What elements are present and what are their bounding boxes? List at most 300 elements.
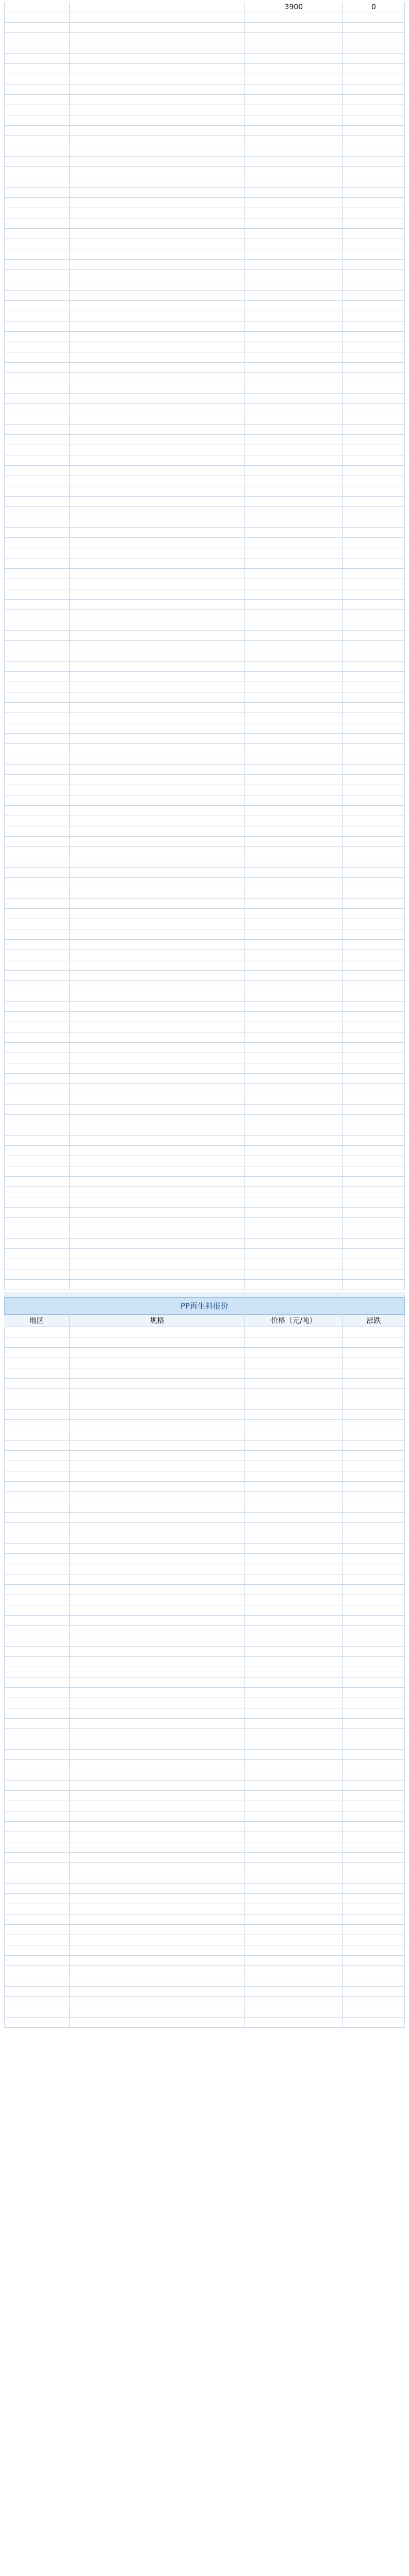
change-cell bbox=[342, 425, 405, 435]
table-row bbox=[4, 280, 405, 291]
change-cell: 0 bbox=[342, 2, 405, 12]
price-cell bbox=[244, 1513, 342, 1523]
table-row bbox=[4, 517, 405, 528]
table-row bbox=[4, 435, 405, 445]
table-row bbox=[4, 878, 405, 888]
table-row bbox=[4, 229, 405, 239]
change-cell bbox=[342, 1564, 405, 1574]
table-row bbox=[4, 826, 405, 837]
change-cell bbox=[342, 12, 405, 23]
price-cell bbox=[244, 703, 342, 713]
table-row bbox=[4, 486, 405, 497]
change-cell bbox=[342, 1719, 405, 1729]
price-cell bbox=[244, 126, 342, 136]
price-cell bbox=[244, 1945, 342, 1956]
price-cell bbox=[244, 1585, 342, 1595]
spec-cell bbox=[69, 497, 244, 507]
table-row bbox=[4, 940, 405, 950]
price-cell bbox=[244, 1358, 342, 1368]
price-cell bbox=[244, 847, 342, 857]
change-cell bbox=[342, 579, 405, 589]
spec-cell bbox=[69, 600, 244, 610]
spec-cell bbox=[69, 703, 244, 713]
change-cell bbox=[342, 2018, 405, 2028]
price-cell bbox=[244, 1801, 342, 1811]
price-cell bbox=[244, 734, 342, 744]
table-row bbox=[4, 332, 405, 342]
change-cell bbox=[342, 857, 405, 868]
table-row bbox=[4, 1832, 405, 1842]
table-row bbox=[4, 1115, 405, 1125]
change-cell bbox=[342, 1461, 405, 1471]
change-cell bbox=[342, 1894, 405, 1904]
spec-cell bbox=[69, 260, 244, 270]
table-row bbox=[4, 95, 405, 105]
table-row bbox=[4, 1420, 405, 1430]
region-divider bbox=[4, 2027, 69, 2028]
price-cell bbox=[244, 136, 342, 146]
spec-cell bbox=[69, 1348, 244, 1358]
spec-cell bbox=[69, 1125, 244, 1136]
change-cell bbox=[342, 1791, 405, 1801]
table-row bbox=[4, 1605, 405, 1616]
spec-cell bbox=[69, 1053, 244, 1063]
change-cell bbox=[342, 662, 405, 672]
change-cell bbox=[342, 126, 405, 136]
spec-cell bbox=[69, 1853, 244, 1863]
change-cell bbox=[342, 1914, 405, 1925]
table-row bbox=[4, 1904, 405, 1914]
price-cell bbox=[244, 1904, 342, 1914]
table-row bbox=[4, 1966, 405, 1976]
spec-cell bbox=[69, 692, 244, 703]
spec-cell bbox=[69, 445, 244, 455]
table-row bbox=[4, 1218, 405, 1228]
change-cell bbox=[342, 909, 405, 919]
spec-cell bbox=[69, 23, 244, 33]
change-cell bbox=[342, 1811, 405, 1822]
spec-cell bbox=[69, 1379, 244, 1389]
price-cell bbox=[244, 1430, 342, 1440]
spec-cell bbox=[69, 1502, 244, 1513]
price-cell bbox=[244, 1228, 342, 1239]
spec-cell bbox=[69, 1471, 244, 1482]
table-row bbox=[4, 1997, 405, 2007]
change-cell bbox=[342, 507, 405, 517]
price-cell bbox=[244, 1156, 342, 1166]
change-cell bbox=[342, 610, 405, 620]
change-cell bbox=[342, 167, 405, 177]
change-cell bbox=[342, 1750, 405, 1760]
spec-cell bbox=[69, 1084, 244, 1094]
table-row bbox=[4, 270, 405, 280]
spec-cell bbox=[69, 1523, 244, 1533]
table-row bbox=[4, 1379, 405, 1389]
change-cell bbox=[342, 445, 405, 455]
change-cell bbox=[342, 950, 405, 960]
spec-cell bbox=[69, 1177, 244, 1187]
price-cell bbox=[244, 1544, 342, 1554]
price-cell bbox=[244, 2018, 342, 2028]
price-cell bbox=[244, 1853, 342, 1863]
spec-cell bbox=[69, 1239, 244, 1249]
table-row bbox=[4, 569, 405, 579]
spec-cell bbox=[69, 229, 244, 239]
table-row bbox=[4, 342, 405, 352]
table-row bbox=[4, 146, 405, 157]
spec-cell bbox=[69, 754, 244, 765]
price-cell bbox=[244, 672, 342, 682]
change-cell bbox=[342, 1935, 405, 1945]
spec-cell bbox=[69, 1616, 244, 1626]
table-row bbox=[4, 455, 405, 466]
price-cell bbox=[244, 1966, 342, 1976]
price-cell bbox=[244, 1249, 342, 1259]
spec-cell bbox=[69, 1925, 244, 1935]
spec-cell bbox=[69, 1513, 244, 1523]
price-cell bbox=[244, 1987, 342, 1997]
spec-cell bbox=[69, 960, 244, 971]
change-cell bbox=[342, 723, 405, 734]
spec-cell bbox=[69, 1832, 244, 1842]
change-cell bbox=[342, 795, 405, 806]
spec-cell bbox=[69, 682, 244, 692]
table-row bbox=[4, 218, 405, 229]
change-cell bbox=[342, 249, 405, 260]
spec-cell bbox=[69, 569, 244, 579]
change-cell bbox=[342, 1853, 405, 1863]
spec-cell bbox=[69, 1492, 244, 1502]
table-row bbox=[4, 1781, 405, 1791]
spec-cell bbox=[69, 1636, 244, 1647]
spec-cell bbox=[69, 126, 244, 136]
price-cell bbox=[244, 682, 342, 692]
change-cell bbox=[342, 620, 405, 631]
table-row bbox=[4, 260, 405, 270]
table-row bbox=[4, 723, 405, 734]
change-cell bbox=[342, 1523, 405, 1533]
price-cell bbox=[244, 795, 342, 806]
table-row bbox=[4, 1616, 405, 1626]
spec-cell bbox=[69, 528, 244, 538]
table-row bbox=[4, 1002, 405, 1012]
change-cell bbox=[342, 888, 405, 899]
change-cell bbox=[342, 1002, 405, 1012]
spec-cell bbox=[69, 1115, 244, 1125]
change-cell bbox=[342, 1032, 405, 1043]
spec-cell bbox=[69, 1208, 244, 1218]
price-cell bbox=[244, 1894, 342, 1904]
price-cell bbox=[244, 311, 342, 321]
table-row bbox=[4, 1894, 405, 1904]
price-cell bbox=[244, 589, 342, 600]
price-cell bbox=[244, 909, 342, 919]
spec-cell bbox=[69, 1863, 244, 1873]
spec-cell bbox=[69, 950, 244, 960]
spec-cell bbox=[69, 1430, 244, 1440]
spec-cell bbox=[69, 270, 244, 280]
spec-cell bbox=[69, 919, 244, 929]
change-cell bbox=[342, 1348, 405, 1358]
spec-cell bbox=[69, 631, 244, 641]
price-cell bbox=[244, 960, 342, 971]
table-row bbox=[4, 425, 405, 435]
price-cell bbox=[244, 497, 342, 507]
table-row bbox=[4, 1461, 405, 1471]
price-cell bbox=[244, 1605, 342, 1616]
change-cell bbox=[342, 1842, 405, 1853]
price-cell bbox=[244, 394, 342, 404]
change-cell bbox=[342, 538, 405, 548]
table-row bbox=[4, 857, 405, 868]
spec-cell bbox=[69, 1595, 244, 1605]
spec-cell bbox=[69, 1337, 244, 1348]
price-cell bbox=[244, 1259, 342, 1269]
change-cell bbox=[342, 1698, 405, 1708]
change-cell bbox=[342, 1616, 405, 1626]
change-cell bbox=[342, 1554, 405, 1564]
price-cell bbox=[244, 445, 342, 455]
change-cell bbox=[342, 23, 405, 33]
spec-cell bbox=[69, 486, 244, 497]
table-row bbox=[4, 641, 405, 651]
change-cell bbox=[342, 383, 405, 394]
spec-cell bbox=[69, 775, 244, 785]
change-cell bbox=[342, 291, 405, 301]
table-row bbox=[4, 1440, 405, 1451]
spec-cell bbox=[69, 795, 244, 806]
table-row bbox=[4, 373, 405, 383]
change-cell bbox=[342, 198, 405, 208]
spec-cell bbox=[69, 1197, 244, 1208]
spec-cell bbox=[69, 1677, 244, 1688]
table-row bbox=[4, 703, 405, 713]
price-cell bbox=[244, 291, 342, 301]
table-row bbox=[4, 775, 405, 785]
spec-cell bbox=[69, 208, 244, 218]
change-cell bbox=[342, 1259, 405, 1269]
spec-cell bbox=[69, 1461, 244, 1471]
price-cell bbox=[244, 1022, 342, 1032]
price-cell bbox=[244, 373, 342, 383]
price-cell bbox=[244, 1997, 342, 2007]
spec-cell bbox=[69, 291, 244, 301]
table-row bbox=[4, 1410, 405, 1420]
table-row bbox=[4, 74, 405, 84]
spec-cell bbox=[69, 1166, 244, 1177]
spec-cell bbox=[69, 1914, 244, 1925]
price-cell bbox=[244, 1471, 342, 1482]
spec-cell bbox=[69, 1873, 244, 1884]
price-cell bbox=[244, 1136, 342, 1146]
change-cell bbox=[342, 301, 405, 311]
price-cell bbox=[244, 157, 342, 167]
price-cell bbox=[244, 43, 342, 54]
spec-cell bbox=[69, 363, 244, 373]
spec-cell bbox=[69, 280, 244, 291]
spec-cell bbox=[69, 1482, 244, 1492]
spec-cell bbox=[69, 1667, 244, 1677]
table-row bbox=[4, 1280, 405, 1290]
spec-cell bbox=[69, 84, 244, 95]
change-cell bbox=[342, 414, 405, 425]
table-row bbox=[4, 1239, 405, 1249]
change-cell bbox=[342, 600, 405, 610]
table-row bbox=[4, 497, 405, 507]
spec-cell bbox=[69, 249, 244, 260]
change-cell bbox=[342, 1884, 405, 1894]
table-row bbox=[4, 981, 405, 991]
table-row bbox=[4, 1585, 405, 1595]
spec-cell bbox=[69, 1022, 244, 1032]
change-cell bbox=[342, 33, 405, 43]
table-row bbox=[4, 1863, 405, 1873]
change-cell bbox=[342, 1482, 405, 1492]
spec-cell bbox=[69, 105, 244, 115]
change-cell bbox=[342, 105, 405, 115]
spec-cell bbox=[69, 146, 244, 157]
spec-cell bbox=[69, 352, 244, 363]
change-cell bbox=[342, 1451, 405, 1461]
price-cell bbox=[244, 548, 342, 558]
price-cell bbox=[244, 466, 342, 476]
table-row bbox=[4, 2, 405, 12]
price-cell bbox=[244, 713, 342, 723]
table-row bbox=[4, 64, 405, 74]
price-cell bbox=[244, 837, 342, 847]
price-cell bbox=[244, 1647, 342, 1657]
price-cell bbox=[244, 1105, 342, 1115]
price-cell bbox=[244, 1791, 342, 1801]
table-row bbox=[4, 1564, 405, 1574]
change-cell bbox=[342, 157, 405, 167]
price-cell bbox=[244, 744, 342, 754]
change-cell bbox=[342, 1873, 405, 1884]
change-cell bbox=[342, 1084, 405, 1094]
header-change: 涨跌 bbox=[342, 1315, 405, 1327]
table-row bbox=[4, 1987, 405, 1997]
change-cell bbox=[342, 218, 405, 229]
change-cell bbox=[342, 1636, 405, 1647]
change-cell bbox=[342, 1781, 405, 1791]
price-cell bbox=[244, 857, 342, 868]
spec-cell bbox=[69, 940, 244, 950]
table-row bbox=[4, 1156, 405, 1166]
price-cell bbox=[244, 1084, 342, 1094]
change-cell bbox=[342, 146, 405, 157]
spec-cell bbox=[69, 33, 244, 43]
price-cell bbox=[244, 569, 342, 579]
table-row bbox=[4, 1492, 405, 1502]
spec-cell bbox=[69, 1389, 244, 1399]
change-cell bbox=[342, 569, 405, 579]
price-cell bbox=[244, 1482, 342, 1492]
spec-cell bbox=[69, 1249, 244, 1259]
spec-cell bbox=[69, 1063, 244, 1074]
table-row bbox=[4, 1595, 405, 1605]
table-row bbox=[4, 1471, 405, 1482]
table-row bbox=[4, 837, 405, 847]
table-row bbox=[4, 1657, 405, 1667]
change-cell bbox=[342, 919, 405, 929]
price-cell bbox=[244, 1863, 342, 1873]
change-cell bbox=[342, 1239, 405, 1249]
price-cell bbox=[244, 971, 342, 981]
table-row bbox=[4, 1084, 405, 1094]
spec-cell bbox=[69, 177, 244, 188]
price-cell bbox=[244, 1739, 342, 1750]
change-cell bbox=[342, 177, 405, 188]
spec-cell bbox=[69, 321, 244, 332]
change-cell bbox=[342, 868, 405, 878]
spec-cell bbox=[69, 74, 244, 84]
table-row bbox=[4, 1884, 405, 1894]
spec-cell bbox=[69, 878, 244, 888]
spec-cell bbox=[69, 373, 244, 383]
change-cell bbox=[342, 713, 405, 723]
change-cell bbox=[342, 878, 405, 888]
table-row bbox=[4, 198, 405, 208]
table-row bbox=[4, 177, 405, 188]
price-cell bbox=[244, 1239, 342, 1249]
spec-cell bbox=[69, 1657, 244, 1667]
table-row bbox=[4, 1750, 405, 1760]
change-cell bbox=[342, 1187, 405, 1197]
change-cell bbox=[342, 960, 405, 971]
table-row bbox=[4, 1136, 405, 1146]
price-cell bbox=[244, 878, 342, 888]
spec-cell bbox=[69, 1585, 244, 1595]
price-cell bbox=[244, 785, 342, 795]
price-cell bbox=[244, 1074, 342, 1084]
price-cell bbox=[244, 105, 342, 115]
spec-cell bbox=[69, 1032, 244, 1043]
spec-cell bbox=[69, 558, 244, 569]
table-row bbox=[4, 466, 405, 476]
spec-cell bbox=[69, 785, 244, 795]
price-cell bbox=[244, 1976, 342, 1987]
change-cell bbox=[342, 692, 405, 703]
spec-cell bbox=[69, 1770, 244, 1781]
price-cell bbox=[244, 631, 342, 641]
price-cell bbox=[244, 1115, 342, 1125]
table-row bbox=[4, 672, 405, 682]
price-cell bbox=[244, 270, 342, 280]
price-cell bbox=[244, 1708, 342, 1719]
spec-cell bbox=[69, 1729, 244, 1739]
change-cell bbox=[342, 1739, 405, 1750]
price-cell bbox=[244, 332, 342, 342]
change-cell bbox=[342, 332, 405, 342]
spec-cell bbox=[69, 1760, 244, 1770]
change-cell bbox=[342, 64, 405, 74]
price-cell bbox=[244, 1146, 342, 1156]
spec-cell bbox=[69, 1043, 244, 1053]
price-cell bbox=[244, 1269, 342, 1280]
price-cell bbox=[244, 806, 342, 816]
table-row bbox=[4, 1012, 405, 1022]
change-cell bbox=[342, 754, 405, 765]
spec-cell bbox=[69, 188, 244, 198]
change-cell bbox=[342, 229, 405, 239]
price-cell bbox=[244, 33, 342, 43]
change-cell bbox=[342, 806, 405, 816]
change-cell bbox=[342, 394, 405, 404]
change-cell bbox=[342, 1094, 405, 1105]
header-region: 地区 bbox=[29, 1317, 44, 1325]
price-cell bbox=[244, 507, 342, 517]
change-cell bbox=[342, 1760, 405, 1770]
